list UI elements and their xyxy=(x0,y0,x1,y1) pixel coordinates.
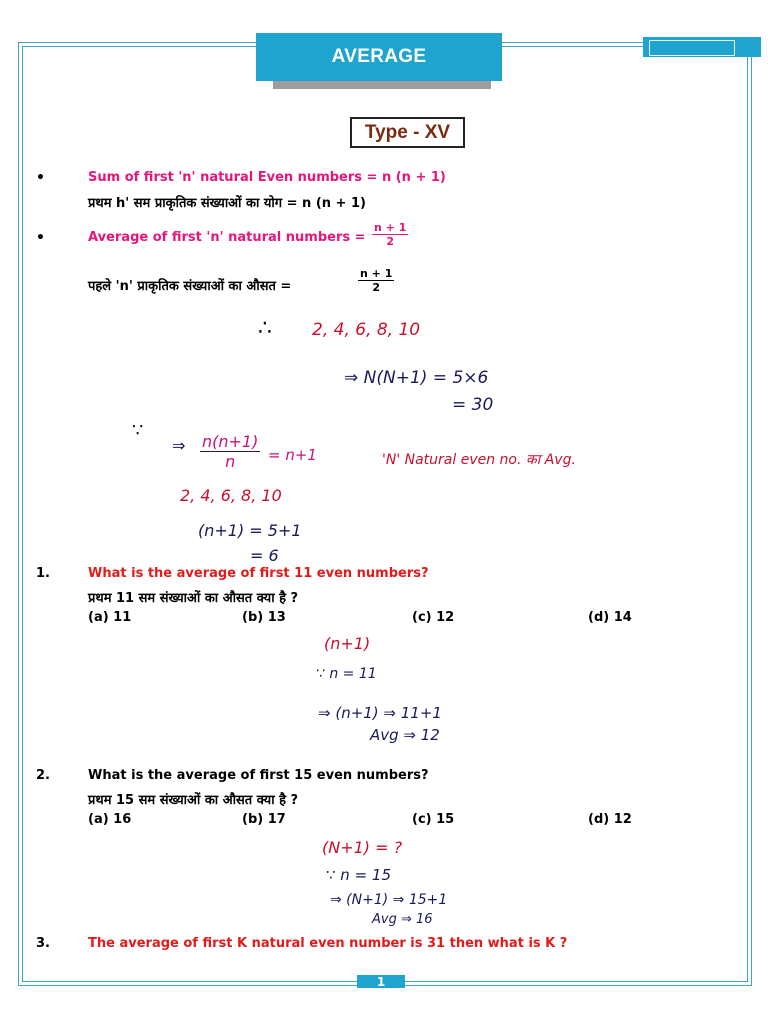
rule-2-en: Average of first 'n' natural numbers = xyxy=(88,230,366,245)
bullet-1: • xyxy=(36,170,45,186)
page-title: AVERAGE xyxy=(256,33,502,81)
because-symbol: ∵ xyxy=(132,420,144,441)
question-3-number: 3. xyxy=(36,936,50,951)
formula-numerator: n(n+1) xyxy=(202,432,259,451)
question-2-work-4: Avg ⇒ 16 xyxy=(372,912,433,927)
formula-note: 'N' Natural even no. का Avg. xyxy=(382,452,576,468)
question-2-option-a: (a) 16 xyxy=(88,812,132,827)
formula-rhs: = n+1 xyxy=(268,446,317,464)
rule-2-hi-fraction xyxy=(358,267,394,294)
question-2-work-3: ⇒ (N+1) ⇒ 15+1 xyxy=(330,892,448,908)
sequence-2: 2, 4, 6, 8, 10 xyxy=(180,486,282,505)
therefore-symbol: ∴ xyxy=(258,316,272,341)
rule-1-hi: प्रथम h' सम प्राकृतिक संख्याओं का योग = n (n + 1) xyxy=(88,196,366,211)
question-2-work-1: (N+1) = ? xyxy=(322,838,403,857)
question-2-work-2: ∵ n = 15 xyxy=(326,866,392,884)
question-1-work-2: ∵ n = 11 xyxy=(316,666,377,682)
question-2-en: What is the average of first 15 even numbers? xyxy=(88,768,429,783)
calc-line-2: = 6 xyxy=(250,546,279,565)
formula-fraction xyxy=(200,432,260,471)
rule-1-en: Sum of first 'n' natural Even numbers = n (n + 1) xyxy=(88,170,446,185)
sequence-1: 2, 4, 6, 8, 10 xyxy=(312,320,421,340)
question-1-option-c: (c) 12 xyxy=(412,610,455,625)
page-number: 1 xyxy=(357,975,405,988)
fraction-denominator: 2 xyxy=(372,281,381,294)
question-1-work-1: (n+1) xyxy=(324,634,371,653)
calc-line-1: (n+1) = 5+1 xyxy=(198,521,302,540)
fraction-denominator: 2 xyxy=(386,235,395,248)
question-2-option-b: (b) 17 xyxy=(242,812,286,827)
question-2-hi: प्रथम 15 सम संख्याओं का औसत क्या है ? xyxy=(88,793,299,808)
rule-2-hi: पहले 'n' प्राकृतिक संख्याओं का औसत = xyxy=(88,279,292,294)
question-2-option-c: (c) 15 xyxy=(412,812,455,827)
type-label: Type - XV xyxy=(350,117,465,148)
question-1-hi: प्रथम 11 सम संख्याओं का औसत क्या है ? xyxy=(88,591,299,606)
fraction-numerator: n + 1 xyxy=(374,221,407,234)
question-2-number: 2. xyxy=(36,768,50,783)
question-2-option-d: (d) 12 xyxy=(588,812,632,827)
question-1-en: What is the average of first 11 even numbers? xyxy=(88,566,429,581)
bullet-2: • xyxy=(36,230,45,246)
nn-calc-result: = 30 xyxy=(452,395,494,415)
question-3-en: The average of first K natural even number is 31 then what is K ? xyxy=(88,936,568,951)
question-1-option-b: (b) 13 xyxy=(242,610,286,625)
corner-decoration-inner xyxy=(649,40,735,56)
fraction-numerator: n + 1 xyxy=(360,267,393,280)
rule-2-fraction xyxy=(372,221,408,248)
formula-arrow: ⇒ xyxy=(172,436,186,455)
question-1-option-d: (d) 14 xyxy=(588,610,632,625)
nn-calc: ⇒ N(N+1) = 5×6 xyxy=(344,368,489,388)
question-1-work-4: Avg ⇒ 12 xyxy=(370,726,440,744)
question-1-option-a: (a) 11 xyxy=(88,610,132,625)
question-1-work-3: ⇒ (n+1) ⇒ 11+1 xyxy=(318,704,442,722)
question-1-number: 1. xyxy=(36,566,50,581)
formula-denominator: n xyxy=(225,452,236,471)
